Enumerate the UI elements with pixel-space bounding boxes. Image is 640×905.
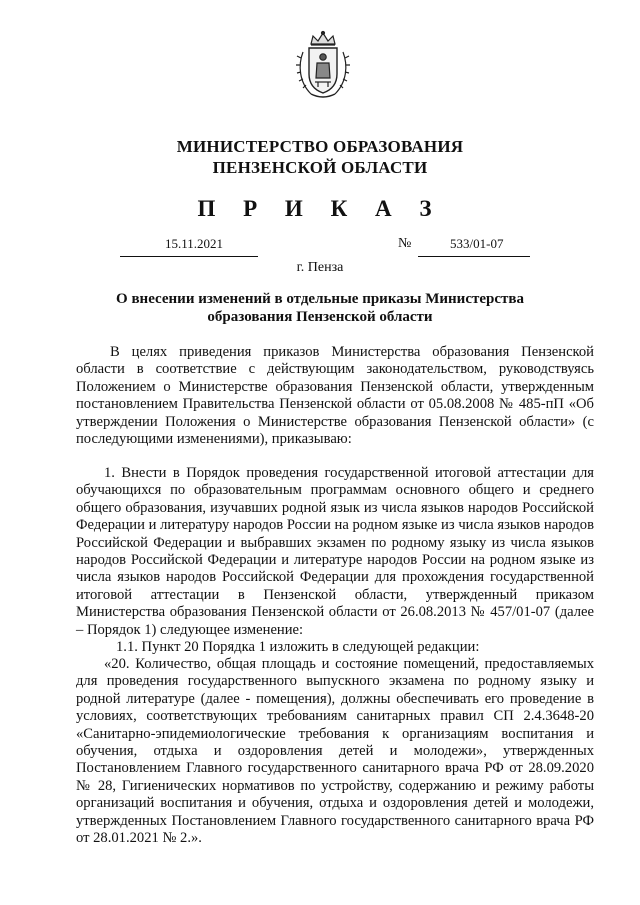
order-number: 533/01-07 bbox=[450, 236, 504, 251]
item-1-paragraph: 1. Внести в Порядок проведения государственной итоговой аттестации для обучающихся по образовательным программам основного общего и среднего общего образования, изучавших родной язык из числа языков народов Российской Федерации и литературу народов России на родном языке из числа языков народов Российской Федерации и выбравших экзамен по родному языку из числа языков народов Российской Федерации и литературе народов России на родном языке из числа языков народов Российской Федерации для прохождения государственной итоговой аттестации в Пензенской области, утвержденный приказом Министерства образования Пензенской области от 26.08.2013 № 457/01-07 (далее – Порядок 1) следующее изменение: bbox=[76, 465, 594, 638]
penza-coat-of-arms-icon bbox=[295, 30, 351, 100]
date-underline bbox=[120, 256, 258, 257]
number-sign: № bbox=[398, 236, 412, 251]
order-subject bbox=[100, 290, 540, 326]
subject-line1: О внесении изменений в отдельные приказы Министерства bbox=[116, 291, 524, 307]
order-date: 15.11.2021 bbox=[165, 236, 224, 251]
preamble-paragraph: В целях приведения приказов Министерства образования Пензенской области в соответствие с действующим законодательством, руководствуясь Положением о Министерстве образования Пензенской области, утвержденным постановлением Правительства Пензенской области от 05.08.2008 № 485-пП «Об утверждении Положения о Министерстве образования Пензенской области» (с последующими изменениями), приказываю: bbox=[76, 344, 594, 448]
subject-line2: образования Пензенской области bbox=[207, 309, 433, 325]
item-1-1-paragraph: 1.1. Пункт 20 Порядка 1 изложить в следующей редакции: bbox=[116, 639, 480, 655]
number-underline bbox=[418, 256, 530, 257]
ministry-name-line2: ПЕНЗЕНСКОЙ ОБЛАСТИ bbox=[212, 158, 428, 177]
ministry-name-line1: МИНИСТЕРСТВО ОБРАЗОВАНИЯ bbox=[176, 137, 464, 156]
city-name: г. Пенза bbox=[296, 260, 344, 275]
quoted-clause-20: «20. Количество, общая площадь и состояние помещений, предоставляемых для проведения государственного выпускного экзамена по родному языку и родной литературе (далее - помещения), должны обеспечивать его проведение в условиях, соответствующих требованиям санитарных правил СП 2.4.3648-20 «Санитарно-эпидемиологические требования к организациям воспитания и обучения, отдыха и оздоровления детей и молодежи», утвержденных Постановлением Главного государственного санитарного врача РФ от 28.09.2020 № 28, Гигиенических нормативов по устройству, содержанию и режиму работы организаций воспитания и обучения, отдыха и оздоровления детей и молодежи, утвержденных Постановлением Главного государственного санитарного врача РФ от 28.01.2021 № 2.». bbox=[76, 656, 594, 847]
document-type-title: П Р И К А З bbox=[197, 196, 443, 221]
